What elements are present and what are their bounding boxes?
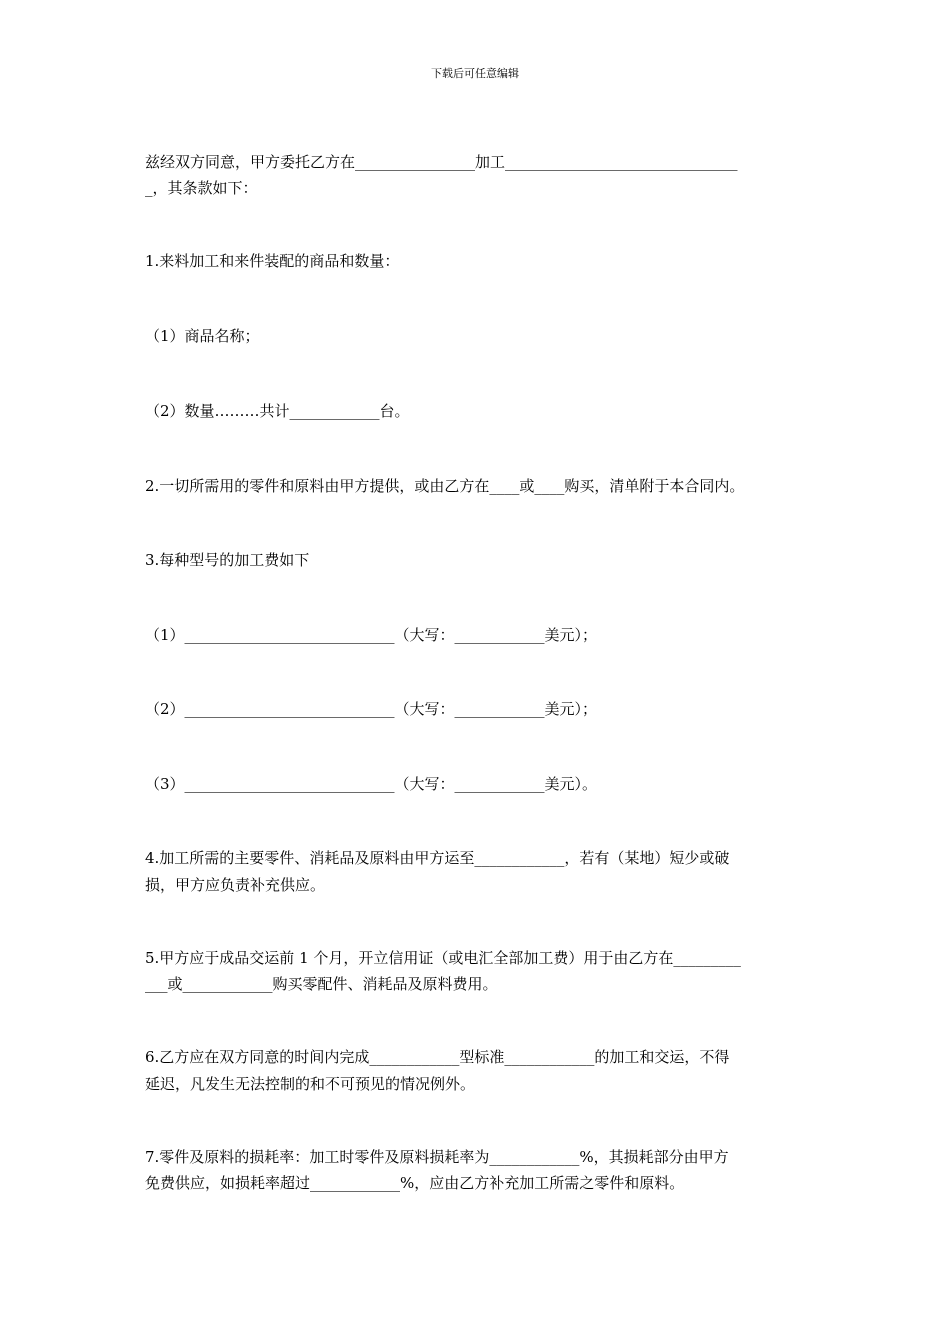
clause-4-line-1: 4.加工所需的主要零件、消耗品及原料由甲方运至____________，若有（某地）短少或破 bbox=[145, 849, 730, 867]
page-header-note: 下载后可任意编辑 bbox=[431, 67, 519, 80]
clause-1-title: 1.来料加工和来件装配的商品和数量： bbox=[145, 252, 400, 270]
clause-3-item-3: （3）____________________________（大写：____________美元）。 bbox=[145, 775, 598, 793]
clause-1-item-1: （1）商品名称； bbox=[145, 327, 260, 345]
clause-7-line-2: 免费供应，如损耗率超过____________%，应由乙方补充加工所需之零件和原料。 bbox=[145, 1174, 685, 1192]
clause-3-title: 3.每种型号的加工费如下 bbox=[145, 551, 310, 569]
intro-line-1: 兹经双方同意，甲方委托乙方在________________加工_______________________________ bbox=[145, 153, 738, 171]
clause-7-line-1: 7.零件及原料的损耗率：加工时零件及原料损耗率为____________%，其损耗部分由甲方 bbox=[145, 1148, 729, 1166]
clause-3-item-2: （2）____________________________（大写：____________美元）； bbox=[145, 700, 598, 718]
clause-2-text: 2.一切所需用的零件和原料由甲方提供，或由乙方在____或____购买，清单附于本合同内。 bbox=[145, 477, 745, 495]
clause-5-line-1: 5.甲方应于成品交运前 1 个月，开立信用证（或电汇全部加工费）用于由乙方在_________ bbox=[145, 949, 741, 967]
clause-4-line-2: 损，甲方应负责补充供应。 bbox=[145, 876, 326, 894]
intro-line-2: _，其条款如下： bbox=[145, 179, 258, 197]
clause-1-item-2: （2）数量………共计____________台。 bbox=[145, 402, 410, 420]
clause-3-item-1: （1）____________________________（大写：____________美元）； bbox=[145, 626, 598, 644]
clause-5-line-2: ___或____________购买零配件、消耗品及原料费用。 bbox=[145, 975, 498, 993]
clause-6-line-2: 延迟，凡发生无法控制的和不可预见的情况例外。 bbox=[145, 1075, 476, 1093]
clause-6-line-1: 6.乙方应在双方同意的时间内完成____________型标准____________的加工和交运，不得 bbox=[145, 1048, 730, 1066]
